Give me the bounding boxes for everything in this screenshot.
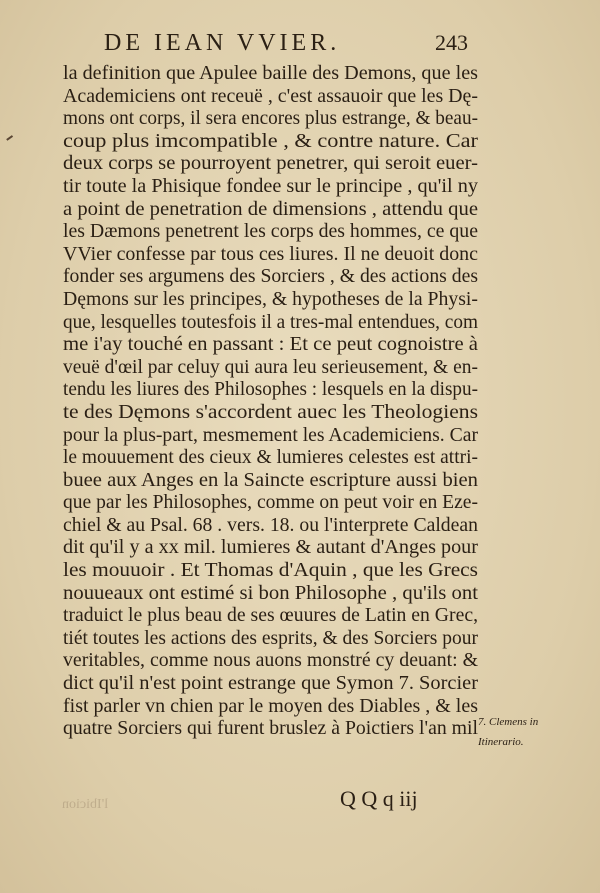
- text-line: [63, 401, 478, 424]
- text-line: [63, 62, 478, 85]
- text-line-content: tendu les liures des Philosophes : lesquels en la dispu-: [63, 378, 478, 401]
- text-line-content: mons ont corps, il sera encores plus estrange, & beau-: [63, 107, 478, 130]
- text-line-content: fist parler vn chien par le moyen des Diables , & les: [63, 694, 478, 717]
- text-line: [63, 198, 478, 221]
- text-line: [63, 311, 478, 334]
- text-line-content: tir toute la Phisique fondee sur le principe , qu'il ny: [63, 174, 478, 197]
- text-line: [63, 424, 478, 447]
- text-line-content: dict qu'il n'est point estrange que Symon 7. Sorcier: [63, 672, 478, 695]
- text-line-content: fonder ses argumens des Sorciers , & des actions des: [63, 265, 478, 288]
- ink-mark: [6, 135, 13, 140]
- text-line-content: buee aux Anges en la Saincte escripture aussi bien: [63, 468, 479, 491]
- text-line: [63, 536, 478, 559]
- text-line-content: te des Dęmons s'accordent auec les Theologiens: [63, 400, 479, 423]
- text-line: [63, 220, 478, 243]
- text-line-content: traduict le plus beau de ses œuures de Latin en Grec,: [63, 604, 478, 627]
- text-line: [63, 469, 478, 492]
- text-line-content: nouueaux ont estimé si bon Philosophe , qu'ils ont: [63, 581, 478, 604]
- running-title: DE IEAN VVIER.: [104, 30, 341, 56]
- text-line: [63, 265, 478, 288]
- text-line: [63, 717, 478, 740]
- text-line: [63, 130, 478, 153]
- text-line: [63, 514, 478, 537]
- text-line-content: tiét toutes les actions des esprits, & des Sorciers pour: [63, 626, 478, 649]
- text-line: [63, 152, 478, 175]
- text-line: [63, 649, 478, 672]
- text-line: [63, 672, 478, 695]
- page-header: [96, 30, 468, 56]
- page-number: 243: [435, 30, 468, 55]
- text-line-content: la definition que Apulee baille des Demons, que les: [63, 62, 478, 84]
- signature-mark: Q Q q iij: [340, 786, 418, 811]
- margin-note-line: 7. Clemens in: [478, 716, 539, 728]
- text-line: [63, 491, 478, 514]
- text-line-content: me i'ay touché en passant : Et ce peut cognoistre à: [63, 333, 478, 356]
- body-text: [63, 62, 478, 740]
- text-line-content: que, lesquelles toutesfois il a tres-mal entendues, com: [63, 310, 478, 333]
- text-line: [63, 107, 478, 130]
- text-line: [63, 85, 478, 108]
- text-line-content: Dęmons sur les principes, & hypotheses de la Physi-: [63, 287, 478, 310]
- text-line: [63, 378, 478, 401]
- margin-note: [478, 712, 588, 752]
- text-line-content: pour la plus-part, mesmement les Academiciens. Car: [63, 423, 478, 446]
- text-line: [63, 559, 478, 582]
- margin-note-line: Itinerario.: [478, 736, 524, 748]
- text-line-content: coup plus imcompatible , & contre nature. Car: [63, 129, 478, 152]
- text-line-content: que par les Philosophes, comme on peut voir en Eze-: [63, 491, 478, 514]
- text-line: [63, 288, 478, 311]
- text-line: [63, 175, 478, 198]
- text-line: [63, 333, 478, 356]
- text-line-content: a point de penetration de dimensions , attendu que: [63, 197, 478, 220]
- text-line-content: deux corps se pourroyent penetrer, qui seroit euer-: [63, 152, 478, 175]
- text-line-content: dit qu'il y a xx mil. lumieres & autant d'Anges pour: [63, 536, 478, 559]
- text-line-content: les mouuoir . Et Thomas d'Aquin , que les Grecs: [63, 559, 478, 582]
- text-line-content: veritables, comme nous auons monstré cy deuant: &: [63, 649, 478, 672]
- text-line-content: quatre Sorciers qui furent bruslez à Poictiers l'an mil: [63, 717, 478, 740]
- text-line: [63, 356, 478, 379]
- text-line: [63, 243, 478, 266]
- text-line-content: Academiciens ont receuë , c'est assauoir que les Dę-: [63, 84, 478, 107]
- text-line-content: chiel & au Psal. 68 . vers. 18. ou l'interprete Caldean: [63, 513, 478, 536]
- show-through-text: l'Ibicion: [62, 797, 109, 812]
- text-line: [63, 446, 478, 469]
- text-line-content: veuë d'œil par celuy qui aura leu serieusement, & en-: [63, 355, 478, 378]
- text-line: [63, 604, 478, 627]
- text-line-content: les Dæmons penetrent les corps des hommes, ce que: [63, 220, 478, 243]
- text-line: [63, 627, 478, 650]
- text-line: [63, 695, 478, 718]
- text-line-content: VVier confesse par tous ces liures. Il ne deuoit donc: [63, 242, 478, 265]
- text-line-content: le mouuement des cieux & lumieres celestes est attri-: [63, 446, 478, 469]
- text-line: [63, 582, 478, 605]
